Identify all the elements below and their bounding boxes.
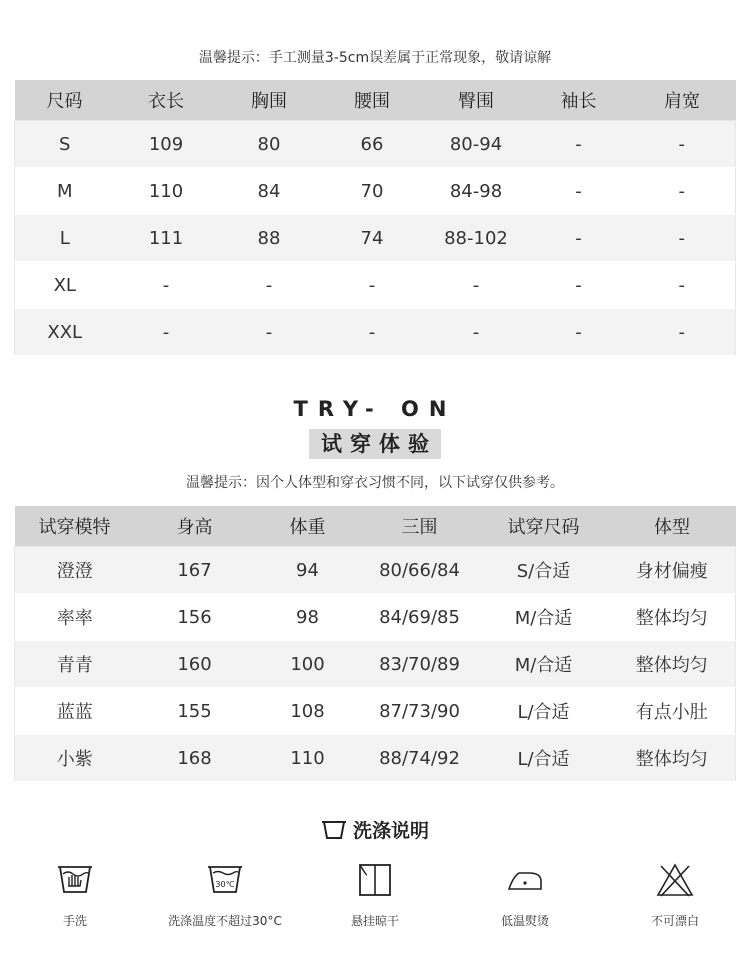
care-item-hang-dry xyxy=(300,860,450,929)
table-cell: 80/66/84 xyxy=(361,547,479,594)
no-bleach-icon xyxy=(655,862,695,898)
table-cell: 74 xyxy=(321,215,424,262)
table-cell: - xyxy=(529,215,629,262)
table-cell: - xyxy=(218,309,321,356)
size-chart-notice: 温馨提示：手工测量3-5cm误差属于正常现象，敬请谅解 xyxy=(198,50,552,66)
table-row xyxy=(15,641,736,688)
table-cell: 80 xyxy=(218,121,321,168)
table-cell: - xyxy=(115,309,218,356)
table-cell: 66 xyxy=(321,121,424,168)
table-row xyxy=(15,121,736,168)
table-cell: - xyxy=(529,168,629,215)
table-cell: - xyxy=(529,309,629,356)
table-row xyxy=(15,735,736,782)
table-cell: 84 xyxy=(218,168,321,215)
table-cell: 110 xyxy=(255,735,361,782)
table-cell: L xyxy=(15,215,115,262)
table-cell: 83/70/89 xyxy=(361,641,479,688)
table-cell: S xyxy=(15,121,115,168)
tryon-header-row xyxy=(15,506,736,547)
table-cell: - xyxy=(529,262,629,309)
care-label: 悬挂晾干 xyxy=(350,914,399,928)
care-label: 手洗 xyxy=(62,914,87,928)
table-cell: - xyxy=(218,262,321,309)
table-cell: - xyxy=(529,121,629,168)
table-cell: - xyxy=(629,168,736,215)
table-cell: M/合适 xyxy=(479,641,609,688)
table-cell: 澄澄 xyxy=(15,547,135,594)
tryon-title: TRY- ON xyxy=(293,397,457,421)
care-item-low-iron xyxy=(450,860,600,929)
header-waist: 腰围 xyxy=(321,80,424,121)
table-cell: 70 xyxy=(321,168,424,215)
header-measurements: 三围 xyxy=(361,506,479,547)
table-cell: 青青 xyxy=(15,641,135,688)
table-cell: - xyxy=(629,215,736,262)
care-item-hand-wash xyxy=(0,860,150,929)
table-cell: - xyxy=(629,262,736,309)
table-cell: 84-98 xyxy=(424,168,529,215)
table-cell: - xyxy=(629,121,736,168)
hang-dry-icon xyxy=(357,863,393,897)
table-cell: XXL xyxy=(15,309,115,356)
tryon-subtitle: 试穿体验 xyxy=(309,429,441,459)
care-label: 不可漂白 xyxy=(650,914,699,928)
table-cell: - xyxy=(321,309,424,356)
table-cell: XL xyxy=(15,262,115,309)
table-cell: 87/73/90 xyxy=(361,688,479,735)
table-cell: 小紫 xyxy=(15,735,135,782)
tryon-table xyxy=(14,506,736,782)
table-cell: 率率 xyxy=(15,594,135,641)
table-cell: 111 xyxy=(115,215,218,262)
header-model: 试穿模特 xyxy=(15,506,135,547)
table-cell: 整体均匀 xyxy=(609,735,736,782)
table-cell: 84/69/85 xyxy=(361,594,479,641)
tryon-notice: 温馨提示：因个人体型和穿衣习惯不同，以下试穿仅供参考。 xyxy=(186,475,564,491)
wash-30c-icon xyxy=(205,864,245,896)
table-cell: 88 xyxy=(218,215,321,262)
hand-wash-icon xyxy=(55,864,95,896)
header-length: 衣长 xyxy=(115,80,218,121)
table-cell: - xyxy=(424,309,529,356)
table-cell: 有点小肚 xyxy=(609,688,736,735)
care-label: 低温熨烫 xyxy=(500,914,549,928)
care-label: 洗涤温度不超过30°C xyxy=(168,914,282,928)
table-cell: 168 xyxy=(135,735,255,782)
header-size: 尺码 xyxy=(15,80,115,121)
wash-temp-text: 30℃ xyxy=(215,880,235,889)
washing-heading xyxy=(0,816,750,843)
table-cell: M xyxy=(15,168,115,215)
table-cell: 94 xyxy=(255,547,361,594)
table-row xyxy=(15,594,736,641)
table-cell: 108 xyxy=(255,688,361,735)
table-cell: L/合适 xyxy=(479,688,609,735)
table-cell: - xyxy=(115,262,218,309)
wash-basin-icon xyxy=(321,820,347,840)
table-cell: 整体均匀 xyxy=(609,641,736,688)
size-chart-header-row xyxy=(15,80,736,121)
header-height: 身高 xyxy=(135,506,255,547)
header-hip: 臀围 xyxy=(424,80,529,121)
table-cell: 80-94 xyxy=(424,121,529,168)
table-cell: - xyxy=(424,262,529,309)
table-row xyxy=(15,688,736,735)
table-cell: - xyxy=(321,262,424,309)
low-iron-icon xyxy=(505,865,545,895)
table-cell: 155 xyxy=(135,688,255,735)
table-cell: 整体均匀 xyxy=(609,594,736,641)
table-cell: 88/74/92 xyxy=(361,735,479,782)
table-cell: S/合适 xyxy=(479,547,609,594)
table-cell: 156 xyxy=(135,594,255,641)
table-cell: L/合适 xyxy=(479,735,609,782)
table-cell: 109 xyxy=(115,121,218,168)
table-cell: - xyxy=(629,309,736,356)
table-cell: 身材偏瘦 xyxy=(609,547,736,594)
table-cell: 蓝蓝 xyxy=(15,688,135,735)
table-row xyxy=(15,168,736,215)
table-cell: 160 xyxy=(135,641,255,688)
table-cell: 100 xyxy=(255,641,361,688)
header-body-type: 体型 xyxy=(609,506,736,547)
header-weight: 体重 xyxy=(255,506,361,547)
table-row xyxy=(15,262,736,309)
care-item-wash-30 xyxy=(150,860,300,929)
table-cell: 110 xyxy=(115,168,218,215)
table-row xyxy=(15,547,736,594)
table-row xyxy=(15,215,736,262)
header-bust: 胸围 xyxy=(218,80,321,121)
header-sleeve: 袖长 xyxy=(529,80,629,121)
table-cell: M/合适 xyxy=(479,594,609,641)
table-cell: 167 xyxy=(135,547,255,594)
table-cell: 98 xyxy=(255,594,361,641)
header-shoulder: 肩宽 xyxy=(629,80,736,121)
care-item-no-bleach xyxy=(600,860,750,929)
table-cell: 88-102 xyxy=(424,215,529,262)
table-row xyxy=(15,309,736,356)
washing-title: 洗涤说明 xyxy=(352,820,429,842)
size-chart-table xyxy=(14,80,736,356)
header-tried-size: 试穿尺码 xyxy=(479,506,609,547)
